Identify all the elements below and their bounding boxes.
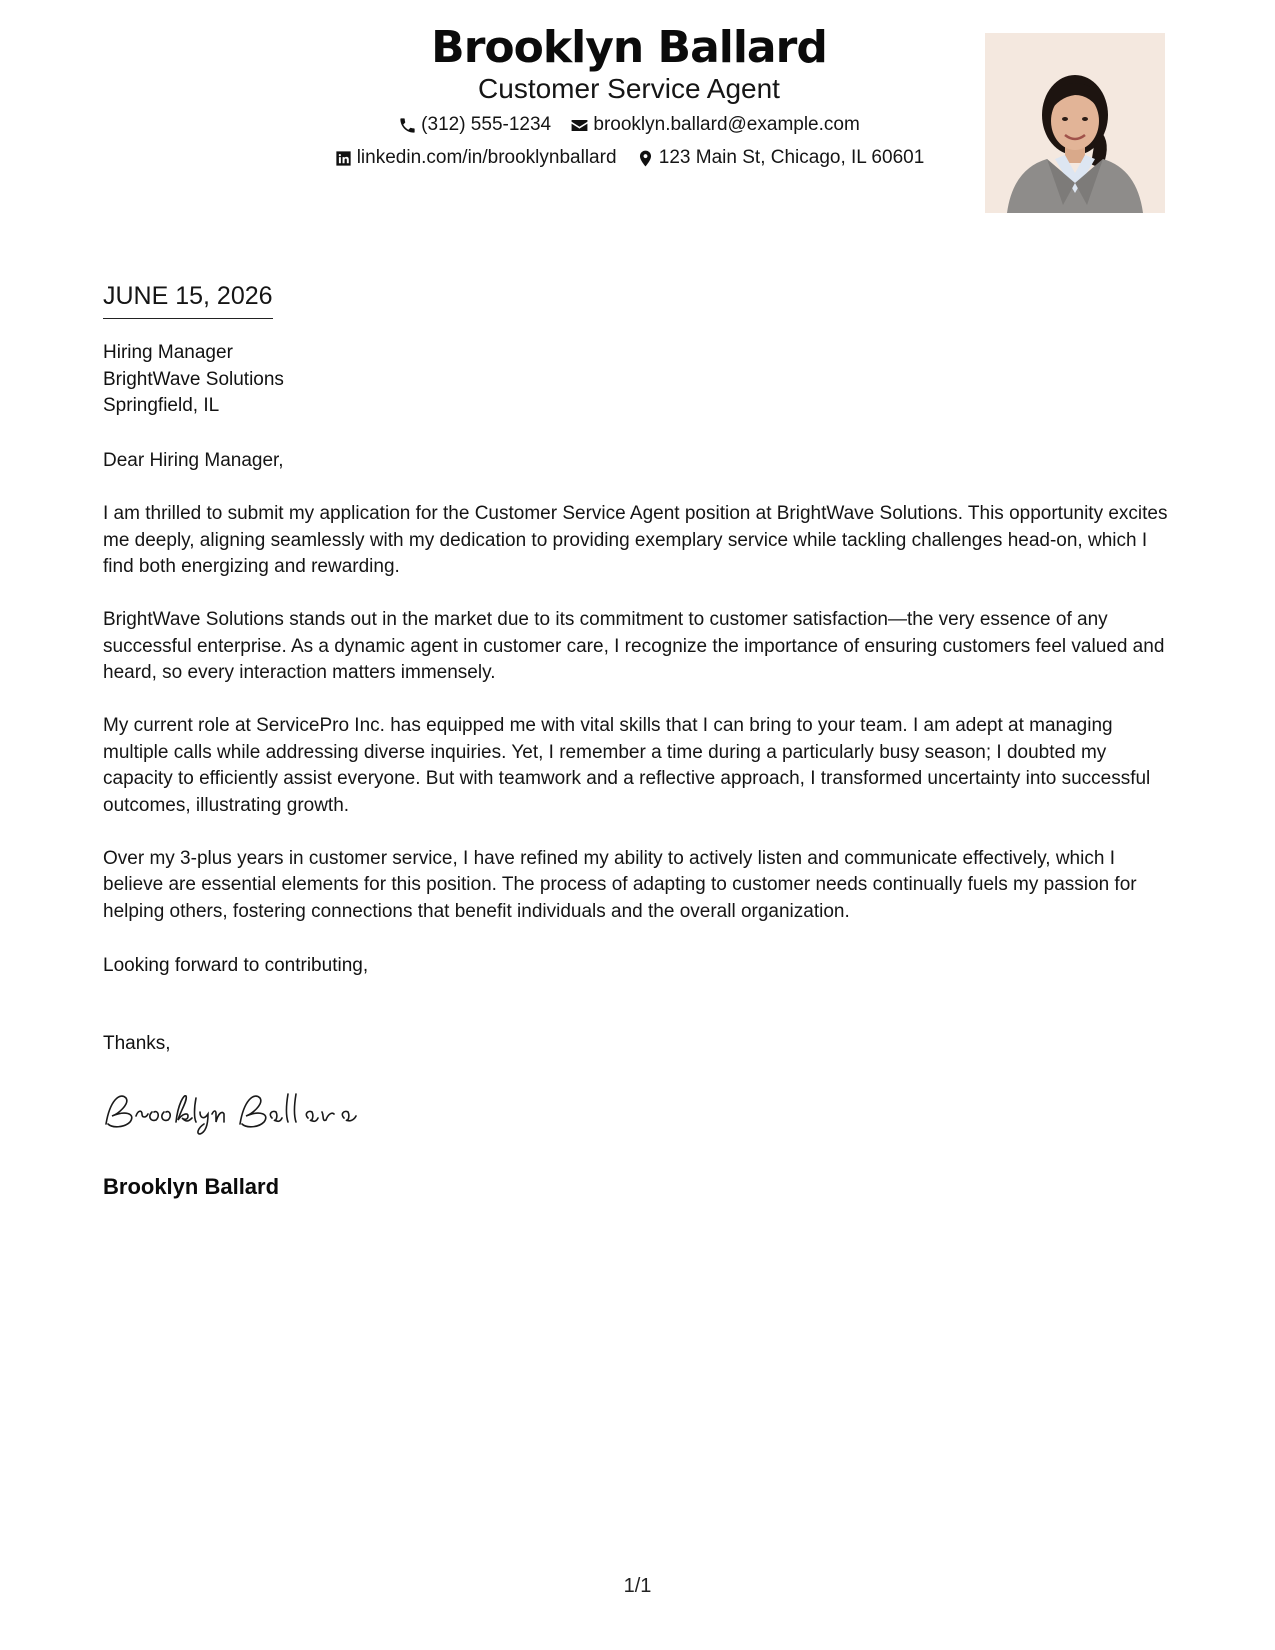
page-number: 1/1 (623, 1575, 652, 1597)
handwritten-signature (100, 1080, 370, 1140)
applicant-title: Customer Service Agent (478, 73, 780, 104)
body-paragraph: Over my 3-plus years in customer service, I have refined my ability to actively listen and communicate effectively, which I believe are essential elements for this position. The process of adapting to customer needs continually fuels my passion for helping others, fostering connections that benefit individuals and the overall organization. (103, 847, 1137, 922)
recipient-block (103, 340, 284, 420)
phone-text: (312) 555-1234 (421, 114, 552, 135)
phone-icon (398, 116, 417, 135)
recipient-line: Hiring Manager (103, 342, 233, 363)
address-contact (636, 145, 924, 171)
profile-photo (985, 33, 1165, 213)
applicant-name: Brooklyn Ballard (431, 22, 827, 73)
address-text: 123 Main St, Chicago, IL 60601 (658, 147, 925, 168)
linkedin-contact (334, 145, 617, 171)
envelope-icon (570, 116, 589, 135)
letter-body (103, 448, 1178, 952)
phone-contact (398, 112, 551, 138)
map-marker-icon (636, 149, 655, 168)
signature-image (100, 1080, 370, 1140)
letter-date: JUNE 15, 2026 (103, 280, 273, 319)
thanks-line: Thanks, (103, 1033, 171, 1054)
linkedin-text: linkedin.com/in/brooklynballard (356, 147, 617, 168)
recipient-line: Springfield, IL (103, 395, 220, 416)
greeting: Dear Hiring Manager, (103, 450, 284, 471)
body-paragraph: My current role at ServicePro Inc. has equipped me with vital skills that I can bring to your team. I am adept at managing multiple calls while addressing diverse inquiries. Yet, I remember a time during a particularly busy season; I doubted my capacity to efficiently assist everyone. But with teamwork and a reflective approach, I transformed uncertainty into successful outcomes, illustrating growth. (103, 715, 1151, 816)
body-paragraph: BrightWave Solutions stands out in the market due to its commitment to customer satisfaction—the very essence of any successful enterprise. As a dynamic agent in customer care, I recognize the importance of ensuring customers feel valued and heard, so every interaction matters immensely. (103, 609, 1165, 683)
signed-name: Brooklyn Ballard (103, 1174, 280, 1199)
portrait-image (985, 33, 1165, 213)
closing-line: Looking forward to contributing, (103, 955, 369, 976)
email-text: brooklyn.ballard@example.com (593, 114, 860, 135)
email-contact (570, 112, 859, 138)
letter-header (0, 0, 1275, 220)
body-paragraph: I am thrilled to submit my application for the Customer Service Agent position at BrightWave Solutions. This opportunity excites me deeply, aligning seamlessly with my dedication to providing exemplary service while tackling challenges head-on, which I find both energizing and rewarding. (103, 503, 1168, 577)
recipient-line: BrightWave Solutions (103, 368, 284, 390)
linkedin-icon (334, 149, 353, 168)
